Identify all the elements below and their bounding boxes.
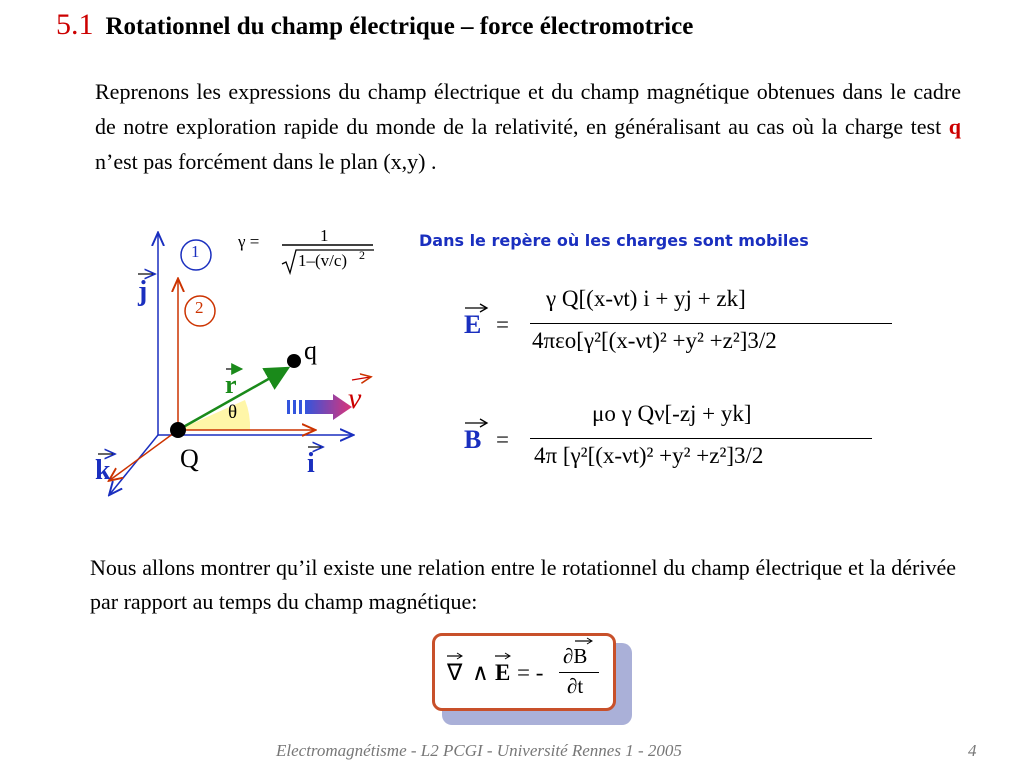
theta-label: θ: [228, 402, 238, 423]
coordinate-diagram: [90, 222, 390, 502]
E-equals: =: [496, 312, 509, 337]
B-symbol: B: [464, 425, 482, 454]
page-number: 4: [968, 741, 977, 760]
j-label: j: [138, 276, 148, 307]
intro-text-after: n’est pas forcément dans le plan (x,y) .: [95, 149, 437, 174]
B-vector-arrow-icon: [464, 418, 490, 428]
curl-equation-box: [432, 633, 616, 711]
intro-paragraph: [95, 74, 961, 179]
i-label: i: [307, 448, 315, 479]
E-numerator: γ Q[(x-νt) i + yj + zk]: [546, 286, 746, 311]
curl-fraction-bar: [559, 672, 599, 673]
nabla-symbol: ∇: [447, 660, 463, 685]
dt-denominator: ∂t: [567, 674, 584, 698]
dB-numerator: ∂B: [563, 644, 588, 668]
equation-E: [462, 283, 902, 365]
k-label: k: [95, 455, 111, 486]
circle-1-label: 1: [191, 242, 200, 261]
intro-text-before: Reprenons les expressions du champ électrique et du champ magnétique obtenues dans le cadre de notre exploration rapide du monde de la relativité, en généralisant au cas où la charge test: [95, 79, 961, 139]
B-equals: =: [496, 427, 509, 452]
B-numerator: μo γ Qν[-zj + yk]: [592, 401, 752, 426]
nu-label: ν: [348, 382, 362, 415]
charge-q: q: [948, 114, 961, 139]
curl-E-symbol: E: [495, 660, 511, 685]
gamma-denominator: 1–(v/c): [298, 251, 348, 270]
r-label: r: [225, 370, 237, 399]
slide-title: [56, 8, 693, 42]
axes-drawing: [90, 222, 390, 502]
footer-text: Electromagnétisme - L2 PCGI - Université Rennes 1 - 2005: [276, 741, 682, 760]
conclusion-paragraph: Nous allons montrer qu’il existe une relation entre le rotationnel du champ électrique et la dérivée par rapport au temps du champ magnétique:: [90, 555, 956, 614]
gamma-exponent: 2: [359, 248, 365, 262]
E-denominator: 4πεo[γ²[(x-νt)² +y² +z²]3/2: [532, 328, 777, 353]
circle-2-label: 2: [195, 298, 204, 317]
curl-equals: = -: [517, 660, 544, 685]
E-fraction-bar: [530, 323, 892, 324]
q-label: q: [304, 336, 317, 365]
section-number: 5.1: [56, 8, 94, 41]
B-fraction-bar: [530, 438, 872, 439]
E-symbol: E: [464, 310, 482, 339]
wedge-symbol: ∧: [472, 660, 489, 685]
E-vector-arrow-icon: [464, 303, 490, 313]
gamma-numerator: 1: [320, 226, 329, 245]
frame-label: Dans le repère où les charges sont mobiles: [419, 231, 809, 250]
dB-vector-arrow-icon: [573, 636, 597, 646]
title-text: Rotationnel du champ électrique – force électromotrice: [105, 13, 694, 40]
gamma-lhs: γ =: [238, 232, 260, 251]
Q-label: Q: [180, 444, 199, 473]
equation-B: [462, 398, 902, 480]
B-denominator: 4π [γ²[(x-νt)² +y² +z²]3/2: [534, 443, 764, 468]
curl-vector-arrows-icon: [445, 650, 615, 662]
